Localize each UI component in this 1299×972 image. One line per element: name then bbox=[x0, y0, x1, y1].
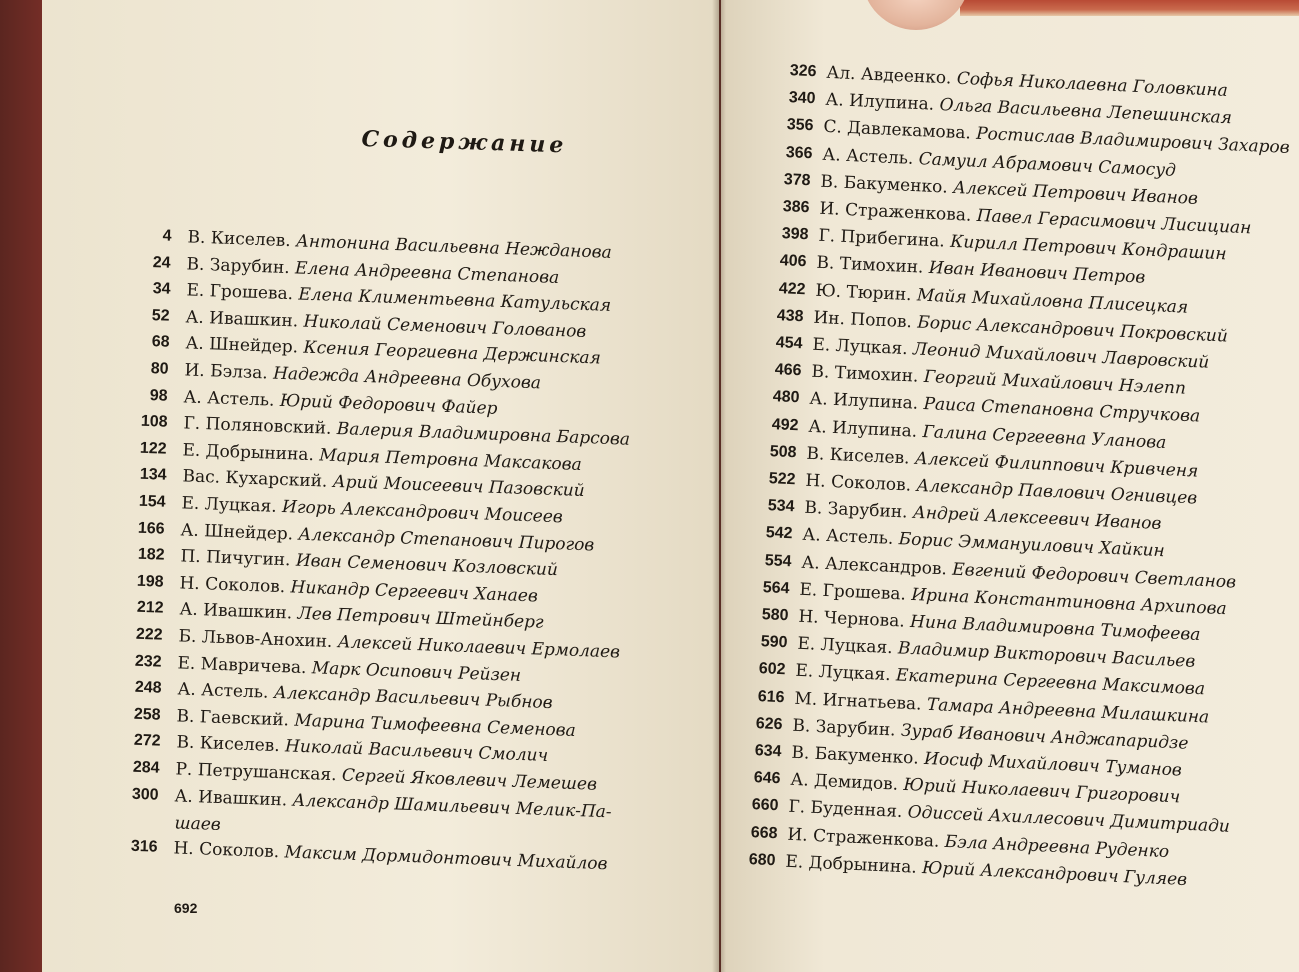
toc-author: Е. Луцкая. bbox=[795, 661, 892, 686]
toc-author: А. Шнейдер. bbox=[180, 519, 294, 545]
toc-subject: Екатерина Сергеевна Максимова bbox=[895, 665, 1206, 700]
toc-author: А. Астель. bbox=[821, 144, 914, 169]
toc-page-number: 438 bbox=[776, 306, 805, 326]
toc-subject: Антонина Васильевна Нежданова bbox=[295, 231, 613, 263]
toc-subject: Борис Александрович Покровский bbox=[917, 312, 1229, 347]
toc-page-number: 616 bbox=[757, 687, 785, 706]
toc-page-number: 98 bbox=[149, 386, 169, 405]
toc-subject: Евгений Федорович Светланов bbox=[951, 559, 1237, 593]
toc-subject: Игорь Александрович Моисеев bbox=[281, 497, 564, 528]
toc-page-number: 198 bbox=[136, 572, 165, 591]
toc-subject: Максим Дормидонтович Михайлов bbox=[284, 842, 608, 874]
toc-subject: Валерия Владимировна Барсова bbox=[336, 419, 631, 450]
toc-author: Ал. Авдеенко. bbox=[825, 62, 952, 89]
toc-subject: Алексей Николаевич Ермолаев bbox=[337, 632, 621, 663]
toc-page-number bbox=[111, 811, 159, 813]
toc-subject: Сергей Яковлевич Лемешев bbox=[341, 765, 598, 795]
toc-subject: Александр Шамильевич Мелик-Па- bbox=[292, 790, 613, 822]
toc-author: И. Страженкова. bbox=[786, 824, 940, 852]
toc-page-number: 356 bbox=[786, 116, 815, 135]
toc-author: В. Киселев. bbox=[806, 443, 911, 469]
toc-page-number: 316 bbox=[130, 837, 159, 856]
toc-subject: Надежда Андреевна Обухова bbox=[272, 363, 542, 394]
toc-author: Вас. Кухарский. bbox=[181, 466, 328, 493]
toc-subject: Николай Васильевич Смолич bbox=[284, 736, 549, 767]
toc-subject: Юрий Федорович Файер bbox=[279, 390, 499, 419]
toc-page-number: 602 bbox=[758, 660, 787, 679]
toc-subject: Елена Андреевна Степанова bbox=[295, 257, 560, 288]
toc-author: А. Демидов. bbox=[789, 769, 899, 795]
toc-author: Н. Чернова. bbox=[797, 606, 906, 632]
toc-author: Е. Луцкая. bbox=[796, 633, 893, 659]
toc-author: А. Александров. bbox=[800, 552, 948, 579]
toc-author: А. Ивашкин. bbox=[178, 599, 293, 624]
toc-subject: Бэла Андреевна Руденко bbox=[944, 831, 1170, 862]
toc-subject: Алексей Филиппович Кривченя bbox=[914, 448, 1200, 482]
toc-subject: Раиса Степановна Стручкова bbox=[923, 394, 1201, 427]
toc-author: В. Зарубин. bbox=[186, 253, 291, 278]
toc-author: А. Илупина. bbox=[809, 389, 919, 415]
toc-page-number: 564 bbox=[762, 578, 791, 598]
toc-page-number: 668 bbox=[750, 823, 778, 842]
toc-page-number: 248 bbox=[134, 678, 162, 697]
toc-page-number: 542 bbox=[765, 524, 794, 543]
toc-author: Е. Луцкая. bbox=[181, 493, 278, 517]
toc-author: П. Пичугин. bbox=[179, 546, 291, 571]
toc-author: А. Ивашкин. bbox=[174, 785, 288, 811]
toc-subject: Самуил Абрамович Самосуд bbox=[918, 148, 1177, 181]
toc-page-number: 340 bbox=[788, 89, 816, 108]
toc-subject: Владимир Викторович Васильев bbox=[897, 638, 1196, 673]
left-page bbox=[42, 0, 719, 972]
toc-author: С. Давлекамова. bbox=[823, 117, 972, 144]
toc-author: Е. Грошева. bbox=[185, 280, 294, 305]
toc-page-number: 580 bbox=[761, 606, 789, 625]
toc-page-number: 590 bbox=[760, 633, 788, 652]
toc-subject: Арий Моисеевич Пазовский bbox=[332, 472, 585, 502]
toc-author: Н. Соколов. bbox=[804, 470, 912, 496]
toc-author: Б. Львов-Анохин. bbox=[178, 626, 333, 652]
toc-subject: Павел Герасимович Лисициан bbox=[976, 205, 1252, 239]
toc-subject: Марк Осипович Рейзен bbox=[311, 657, 522, 686]
toc-entry-text bbox=[174, 813, 221, 835]
toc-subject: Георгий Михайлович Нэлепп bbox=[922, 367, 1186, 399]
toc-page-number: 80 bbox=[150, 360, 169, 378]
toc-subject: Ирина Константиновна Архипова bbox=[911, 584, 1228, 619]
toc-page-number: 660 bbox=[751, 796, 780, 815]
toc-subject: Лев Петрович Штейнберг bbox=[296, 604, 544, 634]
toc-page-number: 212 bbox=[136, 599, 164, 618]
toc-author: А. Астель. bbox=[176, 679, 269, 703]
page-title: Содержание bbox=[361, 126, 568, 159]
toc-subject: Софья Николаевна Головкина bbox=[956, 68, 1229, 102]
toc-page-number: 386 bbox=[782, 198, 810, 217]
toc-author: В. Зарубин. bbox=[792, 715, 897, 741]
toc-page-number: 134 bbox=[139, 466, 167, 485]
toc-page-number: 454 bbox=[775, 334, 803, 353]
right-page bbox=[721, 0, 1299, 972]
toc-subject: Юрий Александрович Гуляев bbox=[922, 857, 1188, 890]
toc-author: В. Киселев. bbox=[175, 732, 280, 757]
toc-author: Г. Поляновский. bbox=[182, 413, 332, 439]
toc-page-number: 182 bbox=[137, 545, 165, 564]
toc-author: А. Астель. bbox=[183, 386, 276, 411]
toc-page-number: 166 bbox=[137, 519, 166, 538]
toc-author: В. Тимохин. bbox=[810, 361, 919, 387]
toc-page-number: 522 bbox=[768, 470, 796, 489]
toc-page-number: 626 bbox=[755, 714, 784, 734]
toc-subject: Нина Владимировна Тимофеева bbox=[909, 611, 1201, 646]
toc-author: Р. Петрушанская. bbox=[175, 759, 337, 786]
toc-subject: Леонид Михайлович Лавровский bbox=[912, 339, 1210, 373]
toc-entry-text bbox=[173, 838, 608, 874]
toc-author: Е. Грошева. bbox=[799, 579, 907, 605]
toc-author: А. Ивашкин. bbox=[185, 307, 299, 332]
toc-subject: Александр Павлович Огнивцев bbox=[916, 475, 1198, 509]
toc-page-number: 222 bbox=[135, 625, 163, 644]
toc-subject: Ростислав Владимирович Захаров bbox=[975, 124, 1291, 159]
toc-page-number: 154 bbox=[138, 492, 166, 511]
toc-page-number: 272 bbox=[133, 732, 161, 751]
toc-subject: Кирилл Петрович Кондрашин bbox=[949, 231, 1227, 265]
toc-page-number: 480 bbox=[772, 388, 801, 407]
toc-page-number: 492 bbox=[771, 415, 799, 434]
toc-page-number: 680 bbox=[748, 850, 777, 870]
toc-page-number: 4 bbox=[162, 227, 172, 245]
toc-page-number: 508 bbox=[769, 442, 798, 462]
toc-author: И. Страженкова. bbox=[818, 198, 972, 226]
toc-page-number: 52 bbox=[151, 306, 171, 325]
toc-entry-text bbox=[184, 387, 499, 418]
toc-author: В. Бакуменко. bbox=[790, 742, 920, 769]
toc-author: В. Тимохин. bbox=[816, 253, 925, 279]
toc-page-number: 284 bbox=[132, 758, 160, 777]
book-gutter bbox=[712, 0, 726, 972]
toc-subject: Мария Петровна Максакова bbox=[319, 445, 583, 475]
toc-subject: Юрий Николаевич Григорович bbox=[902, 775, 1181, 808]
toc-page-number: 646 bbox=[753, 769, 781, 788]
toc-page-number: 422 bbox=[778, 279, 806, 298]
toc-author: А. Шнейдер. bbox=[184, 333, 299, 358]
toc-subject: Андрей Алексеевич Иванов bbox=[912, 502, 1162, 535]
toc-subject: Алексей Петрович Иванов bbox=[953, 177, 1199, 209]
toc-author: А. Илупина. bbox=[807, 416, 918, 442]
toc-page-number: 34 bbox=[152, 280, 171, 298]
toc-subject: шаев bbox=[173, 812, 221, 835]
toc-author: Ю. Тюрин. bbox=[814, 280, 912, 305]
toc-page-number: 466 bbox=[774, 361, 802, 380]
toc-subject: Ксения Георгиевна Держинская bbox=[302, 338, 601, 369]
toc-subject: Иван Семенович Козловский bbox=[295, 550, 559, 581]
toc-subject: Иван Иванович Петров bbox=[928, 258, 1146, 289]
toc-author: Г. Прибегина. bbox=[817, 225, 945, 252]
toc-author: Н. Соколов. bbox=[179, 573, 286, 598]
toc-page-number: 378 bbox=[783, 170, 812, 190]
toc-page-number: 300 bbox=[131, 785, 160, 804]
toc-subject: Тамара Андреевна Милашкина bbox=[926, 694, 1210, 728]
toc-author: И. Бэлза. bbox=[184, 360, 269, 384]
toc-author: Е. Добрынина. bbox=[182, 440, 315, 465]
toc-subject: Одиссей Ахиллесович Димитриади bbox=[907, 802, 1231, 838]
toc-author: А. Илупина. bbox=[824, 89, 935, 115]
toc-subject: Зураб Иванович Анджапаридзе bbox=[900, 720, 1190, 754]
toc-page-number: 554 bbox=[764, 551, 792, 570]
toc-subject: Галина Сергеевна Уланова bbox=[921, 421, 1167, 453]
toc-author: Ин. Попов. bbox=[813, 307, 913, 333]
toc-page-number: 122 bbox=[139, 439, 168, 458]
toc-subject: Елена Климентьевна Катульская bbox=[297, 284, 612, 317]
toc-author: Е. Луцкая. bbox=[811, 334, 909, 360]
toc-author: Г. Буденная. bbox=[788, 797, 903, 823]
toc-page-number: 232 bbox=[134, 652, 163, 671]
toc-page-number: 406 bbox=[779, 252, 808, 271]
toc-subject: Иосиф Михайлович Туманов bbox=[923, 748, 1183, 781]
toc-page-number: 366 bbox=[785, 143, 813, 162]
toc-author: Е. Мавричева. bbox=[177, 652, 308, 678]
toc-author: В. Зарубин. bbox=[803, 497, 908, 523]
toc-subject: Ольга Васильевна Лепешинская bbox=[938, 95, 1232, 129]
toc-subject: Никандр Сергеевич Ханаев bbox=[290, 577, 539, 607]
toc-subject: Майя Михайловна Плисецкая bbox=[916, 285, 1189, 318]
cloth-edge bbox=[960, 0, 1299, 16]
toc-author: М. Игнатьева. bbox=[793, 688, 922, 715]
page-number: 692 bbox=[174, 900, 198, 916]
toc-page-number: 534 bbox=[767, 497, 795, 516]
toc-subject: Борис Эммануилович Хайкин bbox=[898, 529, 1166, 562]
toc-page-number: 326 bbox=[789, 62, 817, 81]
toc-author: В. Бакуменко. bbox=[820, 171, 949, 198]
toc-author: В. Киселев. bbox=[187, 227, 292, 252]
toc-page-number: 108 bbox=[140, 412, 168, 431]
toc-subject: Николай Семенович Голованов bbox=[303, 311, 587, 342]
toc-author: Н. Соколов. bbox=[173, 837, 280, 862]
toc-page-number: 398 bbox=[781, 225, 809, 244]
toc-page-number: 634 bbox=[754, 742, 782, 761]
toc-page-number: 68 bbox=[151, 333, 170, 352]
toc-page-number: 258 bbox=[133, 705, 162, 724]
toc-subject: Марина Тимофеевна Семенова bbox=[294, 710, 577, 741]
toc-author: В. Гаевский. bbox=[176, 706, 290, 731]
toc-page-number: 24 bbox=[152, 253, 172, 272]
toc-author: А. Астель. bbox=[802, 525, 895, 550]
toc-subject: Александр Васильевич Рыбнов bbox=[273, 683, 553, 714]
toc-author: Е. Добрынина. bbox=[785, 851, 918, 878]
toc-subject: Александр Степанович Пирогов bbox=[298, 524, 596, 556]
